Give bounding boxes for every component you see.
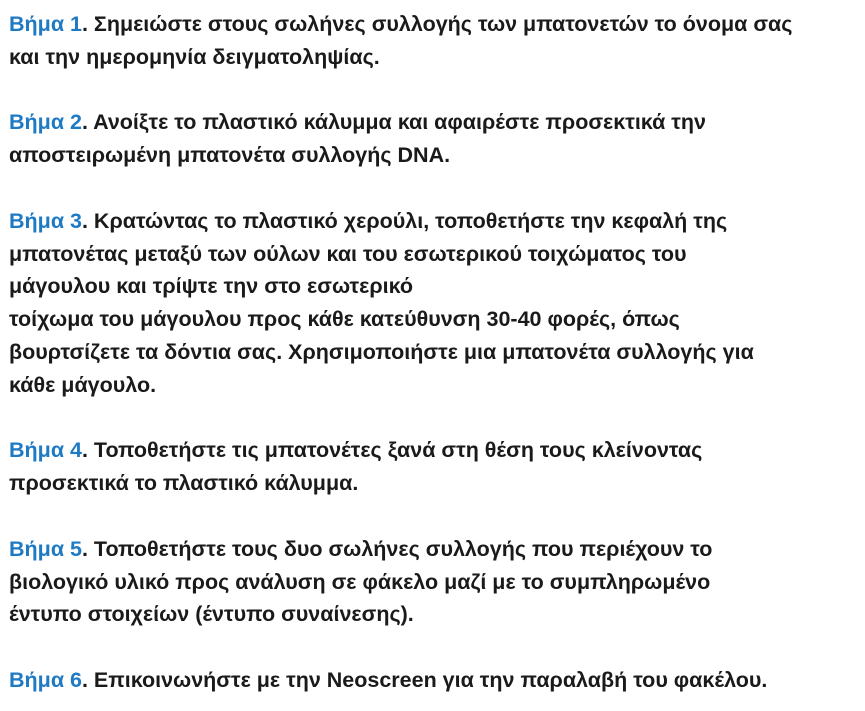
step-label: Βήμα 6 <box>9 667 82 692</box>
step-3 <box>9 205 859 402</box>
step-text: μπατονέτας μεταξύ των ούλων και του εσωτερικού τοιχώματος του <box>9 241 687 266</box>
step-text: βουρτσίζετε τα δόντια σας. Χρησιμοποιήστε μια μπατονέτα συλλογής για <box>9 339 754 364</box>
step-text: κάθε μάγουλο. <box>9 372 157 397</box>
step-6 <box>9 664 859 697</box>
step-text: . Τοποθετήστε τους δυο σωλήνες συλλογής που περιέχουν το <box>81 536 713 561</box>
step-line <box>9 106 859 139</box>
step-label: Βήμα 3 <box>9 208 82 233</box>
step-text: . Ανοίξτε το πλαστικό κάλυμμα και αφαιρέστε προσεκτικά την <box>81 110 706 135</box>
step-text: έντυπο στοιχείων (έντυπο συναίνεσης). <box>9 602 414 627</box>
step-line <box>9 205 859 238</box>
step-text: . Κρατώντας το πλαστικό χερούλι, τοποθετήστε την κεφαλή της <box>81 208 728 233</box>
step-text: αποστειρωμένη μπατονέτα συλλογής DNA. <box>9 143 451 168</box>
step-text: . Επικοινωνήστε με την Neoscreen για την παραλαβή του φακέλου. <box>81 667 768 692</box>
step-text: . Σημειώστε στους σωλήνες συλλογής των μπατονετών το όνομα σας <box>81 12 793 36</box>
step-text: . Τοποθετήστε τις μπατονέτες ξανά στη θέση τους κλείνοντας <box>81 438 703 463</box>
step-label: Βήμα 5 <box>9 536 82 561</box>
step-label: Βήμα 4 <box>9 438 82 463</box>
step-label: Βήμα 1 <box>9 12 82 36</box>
step-line <box>9 8 859 41</box>
step-2 <box>9 106 859 172</box>
step-text: προσεκτικά το πλαστικό κάλυμμα. <box>9 471 359 496</box>
step-4 <box>9 434 859 500</box>
step-text: βιολογικό υλικό προς ανάλυση σε φάκελο μαζί με το συμπληρωμένο <box>9 569 711 594</box>
step-text: και την ημερομηνία δειγματοληψίας. <box>9 44 380 69</box>
step-5 <box>9 533 859 631</box>
step-line <box>9 664 859 697</box>
step-text: τοίχωμα του μάγουλου προς κάθε κατεύθυνση 30-40 φορές, όπως <box>9 307 680 332</box>
step-label: Βήμα 2 <box>9 110 82 135</box>
step-text: μάγουλου και τρίψτε την στο εσωτερικό <box>9 274 413 299</box>
step-line <box>9 533 859 566</box>
step-1 <box>9 8 859 74</box>
step-line <box>9 434 859 467</box>
